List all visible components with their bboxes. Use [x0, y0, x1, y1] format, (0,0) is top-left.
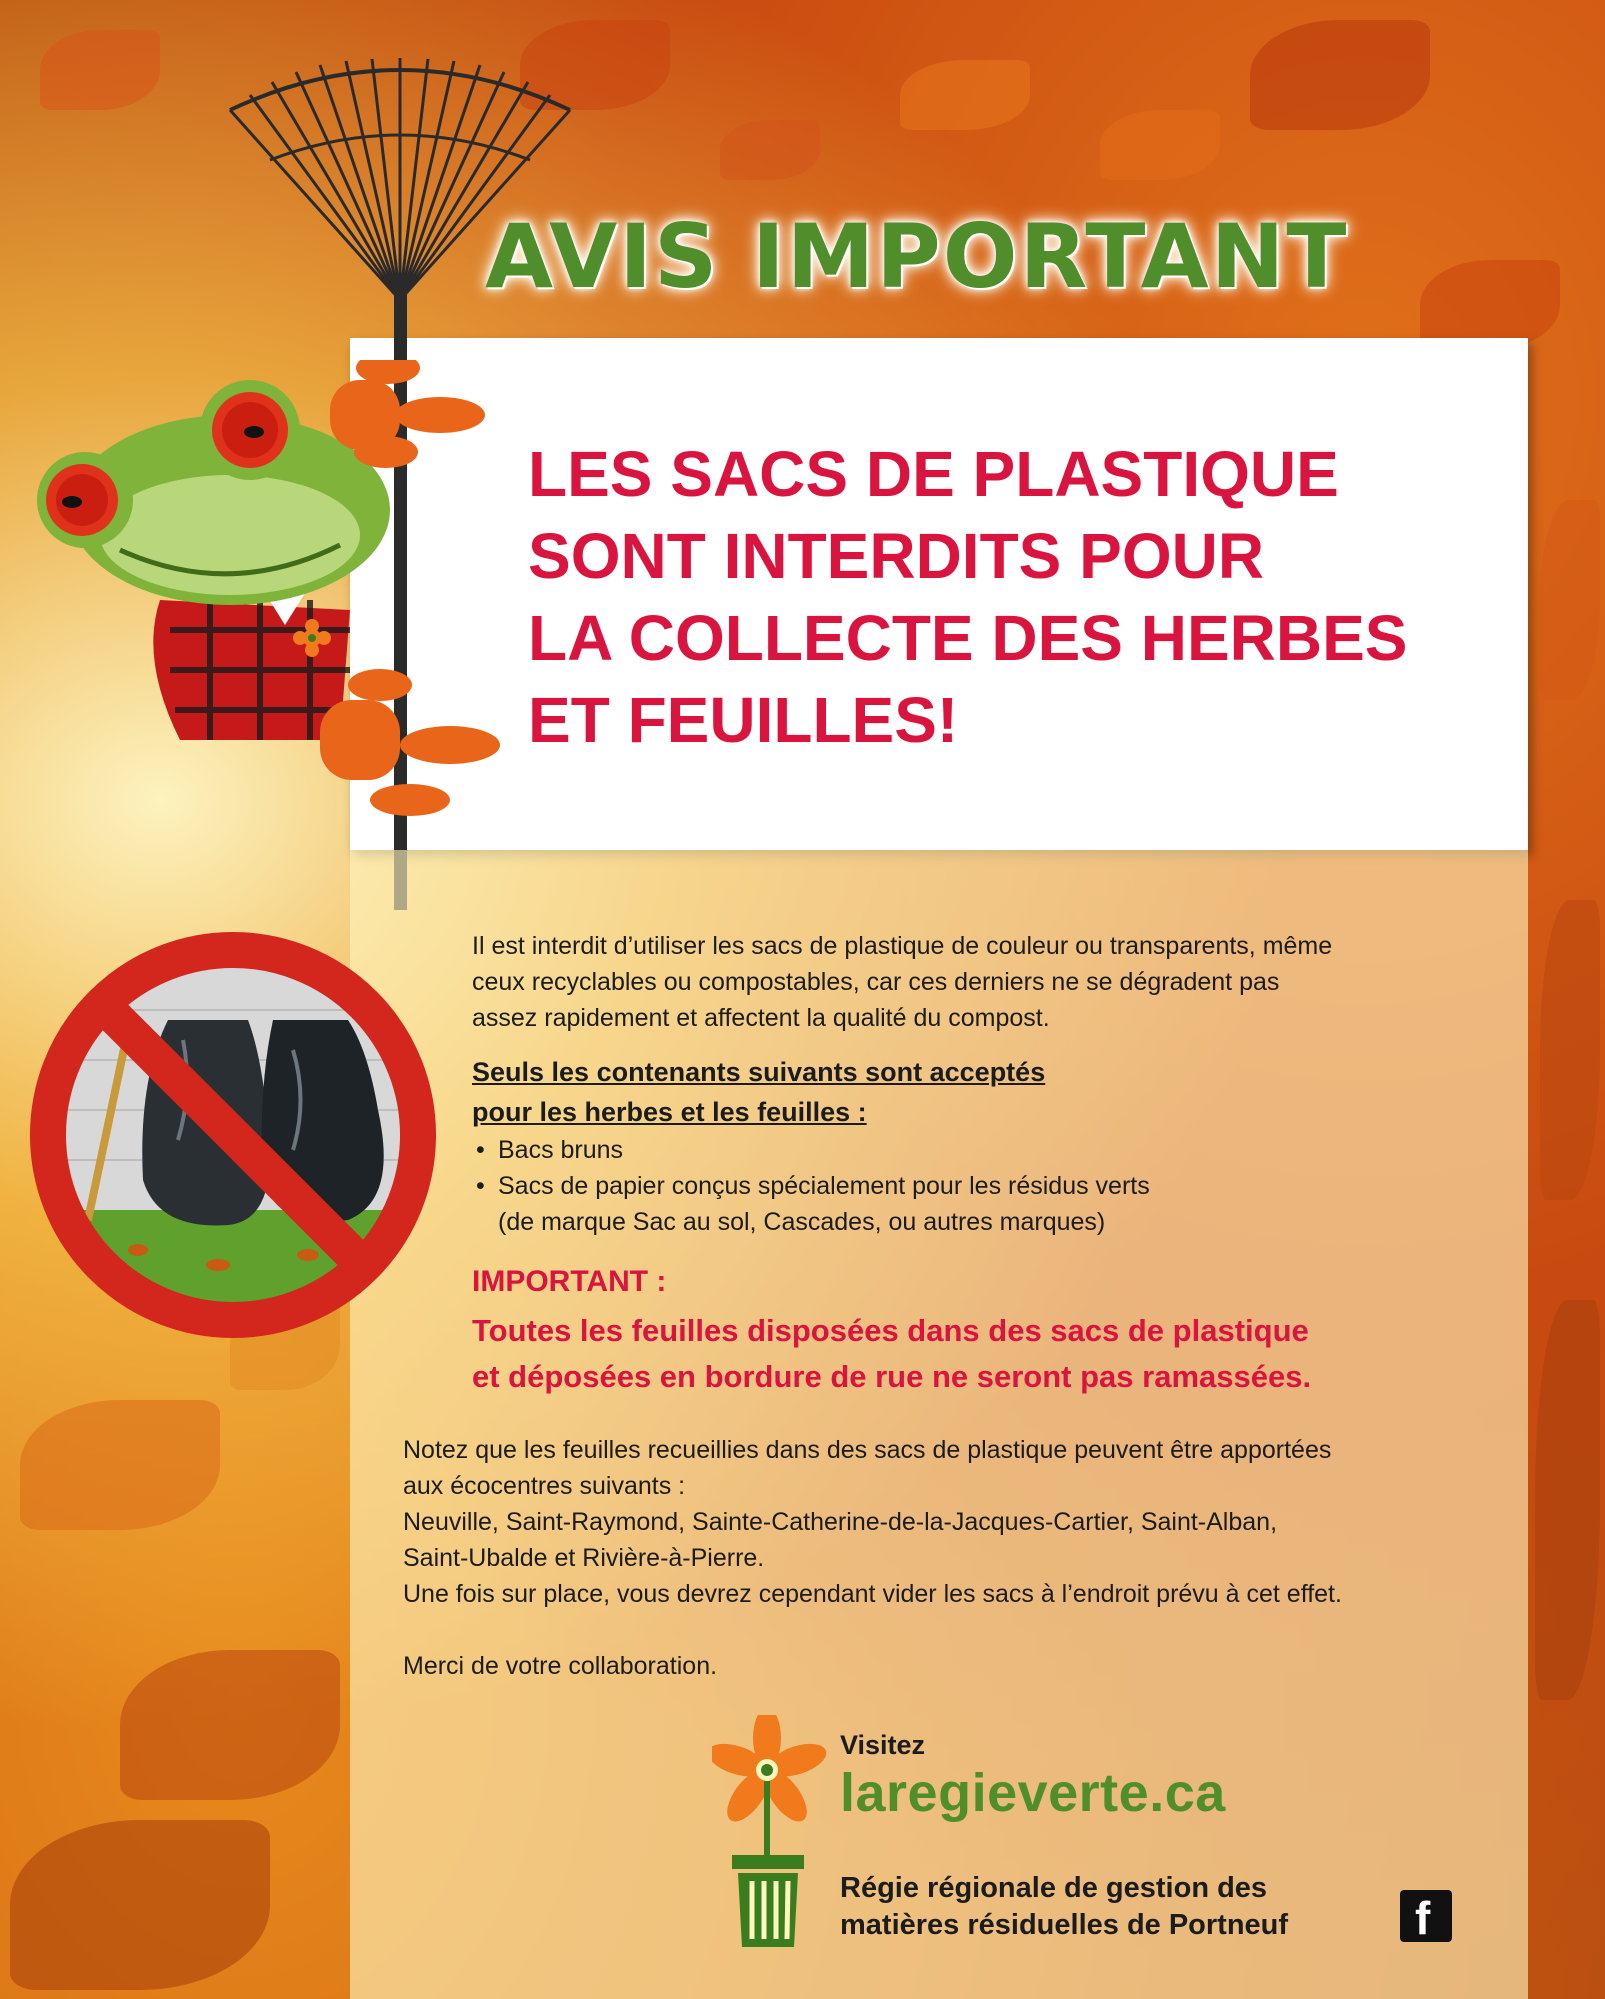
important-line: et déposées en bordure de rue ne seront pas ramassées.: [472, 1359, 1312, 1394]
facebook-glyph: f: [1415, 1892, 1431, 1944]
accepted-heading: [472, 1052, 1172, 1132]
list-item-text: Sacs de papier conçus spécialement pour les résidus verts: [498, 1172, 1150, 1200]
page-title: AVIS IMPORTANT: [485, 205, 1349, 308]
important-text: [472, 1308, 1522, 1400]
notes-paragraph: [403, 1432, 1513, 1612]
notes-line: Saint-Ubalde et Rivière-à-Pierre.: [403, 1544, 765, 1572]
notes-line: Une fois sur place, vous devrez cependant vider les sacs à l’endroit prévu à cet effet.: [403, 1580, 1342, 1608]
organization-name-line: Régie régionale de gestion des: [840, 1872, 1268, 1904]
intro-line: ceux recyclables ou compostables, car ces derniers ne se dégradent pas: [472, 968, 1280, 996]
intro-line: Il est interdit d’utiliser les sacs de plastique de couleur ou transparents, même: [472, 932, 1333, 960]
bullet: •: [476, 1172, 485, 1200]
list-item: [472, 1132, 1472, 1168]
headline-line: LES SACS DE PLASTIQUE: [528, 438, 1339, 510]
website-link[interactable]: laregieverte.ca: [840, 1763, 1226, 1823]
visit-label: Visitez: [840, 1730, 926, 1760]
notes-line: Neuville, Saint-Raymond, Sainte-Catherine-de-la-Jacques-Cartier, Saint-Alban,: [403, 1508, 1278, 1536]
bullet: •: [476, 1136, 485, 1164]
organization-name: [840, 1870, 1400, 1944]
headline: [528, 433, 1508, 761]
list-item-text: (de marque Sac au sol, Cascades, ou autres marques): [498, 1208, 1106, 1236]
notes-line: aux écocentres suivants :: [403, 1472, 686, 1500]
accepted-list: [472, 1132, 1472, 1240]
intro-line: assez rapidement et affectent la qualité du compost.: [472, 1004, 1050, 1032]
important-line: Toutes les feuilles disposées dans des sacs de plastique: [472, 1313, 1309, 1348]
thanks-text: Merci de votre collaboration.: [403, 1652, 718, 1680]
headline-line: LA COLLECTE DES HERBES: [528, 602, 1408, 674]
intro-paragraph: [472, 928, 1492, 1036]
no-plastic-bags-icon: [18, 920, 448, 1350]
accepted-heading-line: Seuls les contenants suivants sont acceptés: [472, 1057, 1046, 1087]
frog-mascot-icon: [10, 360, 530, 840]
list-item: [472, 1168, 1472, 1240]
headline-line: ET FEUILLES!: [528, 684, 959, 756]
notes-line: Notez que les feuilles recueillies dans des sacs de plastique peuvent être apportées: [403, 1436, 1332, 1464]
accepted-heading-line: pour les herbes et les feuilles :: [472, 1097, 867, 1127]
headline-line: SONT INTERDITS POUR: [528, 520, 1265, 592]
important-label: IMPORTANT :: [472, 1265, 667, 1298]
facebook-icon[interactable]: [1400, 1890, 1452, 1942]
organization-name-line: matières résiduelles de Portneuf: [840, 1909, 1289, 1941]
flower-bin-logo-icon: [712, 1715, 827, 1955]
list-item-text: Bacs bruns: [498, 1136, 624, 1164]
